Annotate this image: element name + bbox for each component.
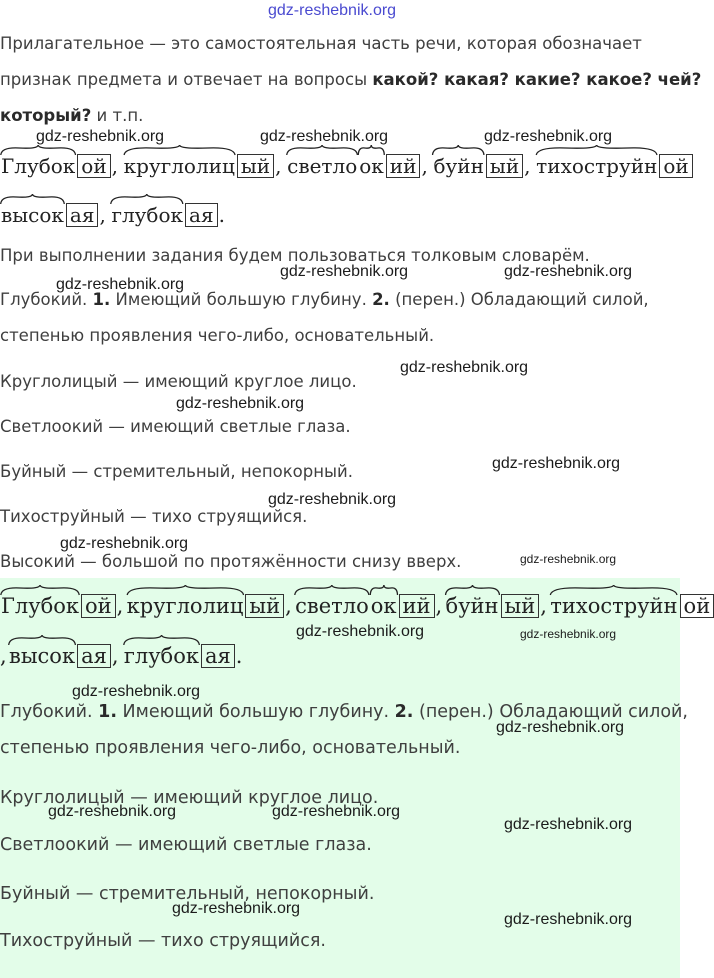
root-arc-icon [370, 584, 398, 596]
word-root [123, 644, 200, 668]
word-root-text: светло [287, 154, 358, 178]
def-vysokiy: Высокий — большой по протяжённости снизу вверх. [0, 552, 462, 571]
word-root [8, 644, 76, 668]
punctuation: . [218, 203, 225, 227]
def-buyny-2: Буйный — стремительный, непокорный. [0, 884, 375, 904]
word-root [286, 154, 358, 178]
punctuation: , [111, 644, 119, 668]
word-root [0, 203, 65, 227]
watermark: gdz-reshebnik.org [268, 491, 397, 508]
dictionary-intro: При выполнении задания будем пользоваться толковым словарём. [0, 246, 590, 265]
word-ending: ой [77, 154, 110, 178]
morpheme-word [0, 594, 116, 618]
def-glubokiy-line2: степенью проявления чего-либо, основательный. [0, 326, 435, 345]
watermark: gdz-reshebnik.org [280, 263, 409, 280]
morpheme-word [0, 154, 111, 178]
word-root-text: светло [295, 594, 369, 618]
morpheme-word [432, 154, 523, 178]
word-root-text: высок [9, 644, 76, 668]
word-ending: ий [399, 594, 435, 618]
def-glubokiy-2: Глубокий. 1. Имеющий большую глубину. 2. (перен.) Обладающий силой, [0, 702, 688, 722]
root-arc-icon [445, 584, 500, 596]
root-arc-icon [294, 584, 370, 596]
morpheme-word [0, 203, 98, 227]
def-glubokiy-2-line2: степенью проявления чего-либо, основательный. [0, 738, 461, 758]
root-arc-icon [126, 584, 245, 596]
def-kruglolitsy: Круглолицый — имеющий круглое лицо. [0, 372, 357, 391]
morpheme-word [549, 594, 714, 618]
def-kruglolitsy-2: Круглолицый — имеющий круглое лицо. [0, 788, 379, 808]
def-svetlookiy: Светлоокий — имеющий светлые глаза. [0, 417, 351, 436]
intro-line-1: Прилагательное — это самостоятельная часть речи, которая обозначает [0, 34, 642, 53]
punctuation: , [99, 203, 106, 227]
watermark: gdz-reshebnik.org [272, 803, 401, 820]
morpheme-word [123, 154, 274, 178]
watermark: gdz-reshebnik.org [176, 395, 305, 412]
watermark: gdz-reshebnik.org [496, 719, 625, 736]
def-svetlookiy-2: Светлоокий — имеющий светлые глаза. [0, 835, 372, 855]
word-root-text: буйн [433, 154, 484, 178]
root-arc-icon [0, 584, 80, 596]
site-watermark-top: gdz-reshebnik.org [268, 2, 397, 19]
word-ending: ый [245, 594, 284, 618]
word-root-text: круглолиц [123, 154, 235, 178]
morpheme-word [123, 644, 235, 668]
word-root [0, 594, 80, 618]
intro-line-3: который? и т.п. [0, 106, 144, 125]
root-arc-icon [0, 193, 65, 205]
watermark: gdz-reshebnik.org [504, 911, 633, 928]
word-root-text: высок [1, 203, 64, 227]
word-ending: ый [501, 594, 540, 618]
word-ending: ой [81, 594, 116, 618]
intro-line-2: признак предмета и отвечает на вопросы какой? какая? какие? какое? чей? [0, 70, 702, 89]
watermark: gdz-reshebnik.org [400, 359, 529, 376]
word-root [432, 154, 484, 178]
root-arc-icon [535, 144, 658, 156]
root-arc-icon [8, 634, 76, 646]
def-glubokiy: Глубокий. 1. Имеющий большую глубину. 2. (перен.) Обладающий силой, [0, 290, 649, 309]
punctuation: , [421, 154, 428, 178]
watermark: gdz-reshebnik.org [72, 683, 201, 700]
root-arc-icon [286, 144, 358, 156]
watermark: gdz-reshebnik.org [504, 263, 633, 280]
word-root [370, 594, 398, 618]
watermark: gdz-reshebnik.org [296, 623, 425, 640]
root-arc-icon [110, 193, 184, 205]
word-ending: ый [486, 154, 523, 178]
word-root [123, 154, 236, 178]
word-root-text: тихоструйн [550, 594, 678, 618]
morpheme-word [110, 203, 217, 227]
word-root [294, 594, 370, 618]
word-root [445, 594, 500, 618]
watermark: gdz-reshebnik.org [504, 816, 633, 833]
word-root-text: ок [370, 594, 397, 618]
morpheme-word [535, 154, 693, 178]
word-root-text: круглолиц [126, 594, 244, 618]
morpheme-word [286, 154, 420, 178]
word-root [358, 154, 385, 178]
intro-questions: какой? какая? какие? какое? чей? [372, 70, 702, 89]
watermark: gdz-reshebnik.org [48, 803, 177, 820]
word-ending: ая [77, 644, 111, 668]
word-ending: ая [201, 644, 235, 668]
word-root [549, 594, 678, 618]
def-buyny: Буйный — стремительный, непокорный. [0, 462, 354, 481]
punctuation: , [435, 594, 443, 618]
def-tihostruyny: Тихоструйный — тихо струящийся. [0, 507, 308, 526]
watermark: gdz-reshebnik.org [36, 128, 165, 145]
word-root-text: буйн [445, 594, 499, 618]
watermark: gdz-reshebnik.org [60, 535, 189, 552]
word-ending: ая [185, 203, 218, 227]
root-arc-icon [358, 144, 385, 156]
morpheme-word [126, 594, 284, 618]
word-root-text: ок [359, 154, 384, 178]
root-arc-icon [123, 144, 236, 156]
punctuation: , [540, 594, 547, 618]
word-ending: ая [66, 203, 99, 227]
punctuation: , [116, 594, 124, 618]
punctuation: , [111, 154, 119, 178]
punctuation: . [235, 644, 243, 668]
watermark: gdz-reshebnik.org [484, 128, 613, 145]
word-root-text: Глубок [1, 594, 80, 618]
watermark: gdz-reshebnik.org [172, 900, 301, 917]
word-root-text: глубок [123, 644, 199, 668]
word-ending: ий [386, 154, 421, 178]
word-root [0, 154, 76, 178]
watermark: gdz-reshebnik.org [260, 128, 389, 145]
morpheme-word [294, 594, 434, 618]
morpheme-word [8, 644, 111, 668]
word-root-text: Глубок [1, 154, 76, 178]
word-root [126, 594, 245, 618]
root-arc-icon [432, 144, 484, 156]
word-root-text: тихоструйн [536, 154, 658, 178]
word-root [535, 154, 658, 178]
watermark: gdz-reshebnik.org [520, 627, 617, 641]
punctuation: , [285, 594, 292, 618]
morpheme-word [445, 594, 540, 618]
punctuation: , [524, 154, 531, 178]
watermark: gdz-reshebnik.org [520, 552, 617, 566]
punctuation: , [275, 154, 282, 178]
watermark: gdz-reshebnik.org [492, 455, 621, 472]
word-ending: ый [237, 154, 274, 178]
punctuation: , [0, 644, 7, 668]
root-arc-icon [123, 634, 200, 646]
root-arc-icon [0, 144, 76, 156]
word-ending: ой [659, 154, 692, 178]
root-arc-icon [549, 584, 678, 596]
word-root-text: глубок [111, 203, 184, 227]
def-tihostruyny-2: Тихоструйный — тихо струящийся. [0, 931, 326, 951]
word-ending: ой [680, 594, 714, 618]
watermark: gdz-reshebnik.org [56, 276, 185, 293]
word-root [110, 203, 184, 227]
